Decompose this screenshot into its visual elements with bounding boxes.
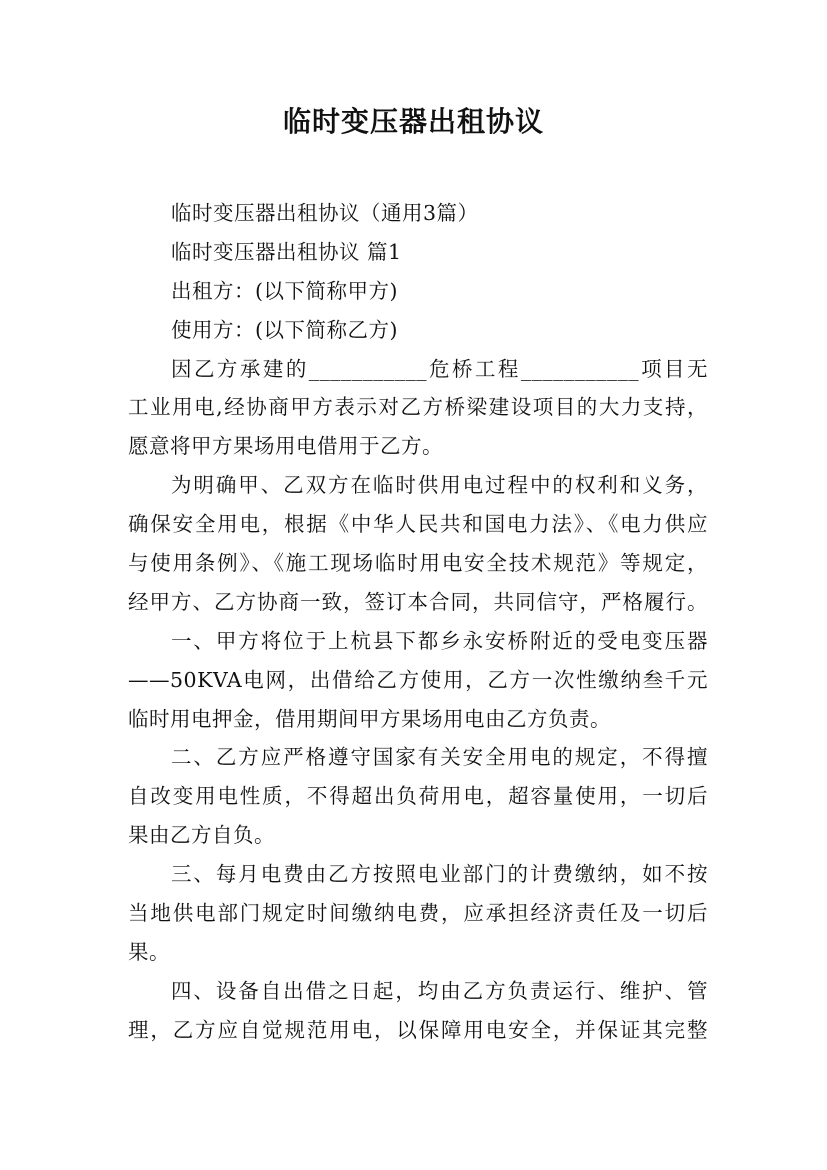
clause-line: 四、设备自出借之日起，均由乙方负责运行、维护、管 [171,978,708,1003]
clause-line: 理，乙方应自觉规范用电，以保障用电安全，并保证其完整 [128,1017,708,1042]
paragraph-line: 经甲方、乙方协商一致，签订本合同，共同信守，严格履行。 [128,589,708,614]
section-heading: 临时变压器出租协议 篇1 [171,239,402,264]
clause-line: 二、乙方应严格遵守国家有关安全用电的规定，不得擅 [171,745,708,770]
subtitle-line: 临时变压器出租协议（通用3篇） [171,201,479,225]
clause-line: 三、每月电费由乙方按照电业部门的计费缴纳，如不按 [171,862,708,887]
paragraph-line: 工业用电,经协商甲方表示对乙方桥梁建设项目的大力支持， [128,395,708,420]
clause-line: 果。 [128,939,170,964]
clause-line: ——50KVA电网，出借给乙方使用，乙方一次性缴纳叁千元 [128,667,708,692]
paragraph-line: 与使用条例》、《施工现场临时用电安全技术规范》等规定， [128,551,708,576]
document-title: 临时变压器出租协议 [282,105,544,138]
lessor-line: 出租方：(以下简称甲方) [171,278,398,303]
clause-line: 一、甲方将位于上杭县下都乡永安桥附近的受电变压器 [171,628,708,653]
paragraph-line: 确保安全用电，根据《中华人民共和国电力法》、《电力供应 [128,512,708,537]
clause-line: 当地供电部门规定时间缴纳电费，应承担经济责任及一切后 [128,901,708,926]
document-body [128,194,708,1050]
paragraph-line: 因乙方承建的___________危桥工程___________项目无 [171,356,708,381]
paragraph-line: 愿意将甲方果场用电借用于乙方。 [128,434,443,459]
paragraph-line: 为明确甲、乙双方在临时供用电过程中的权利和义务， [171,473,708,498]
clause-line: 临时用电押金，借用期间甲方果场用电由乙方负责。 [128,706,611,731]
clause-line: 自改变用电性质，不得超出负荷用电，超容量使用，一切后 [128,784,708,809]
lessee-line: 使用方：(以下简称乙方) [171,317,398,342]
clause-line: 果由乙方自负。 [128,823,275,848]
